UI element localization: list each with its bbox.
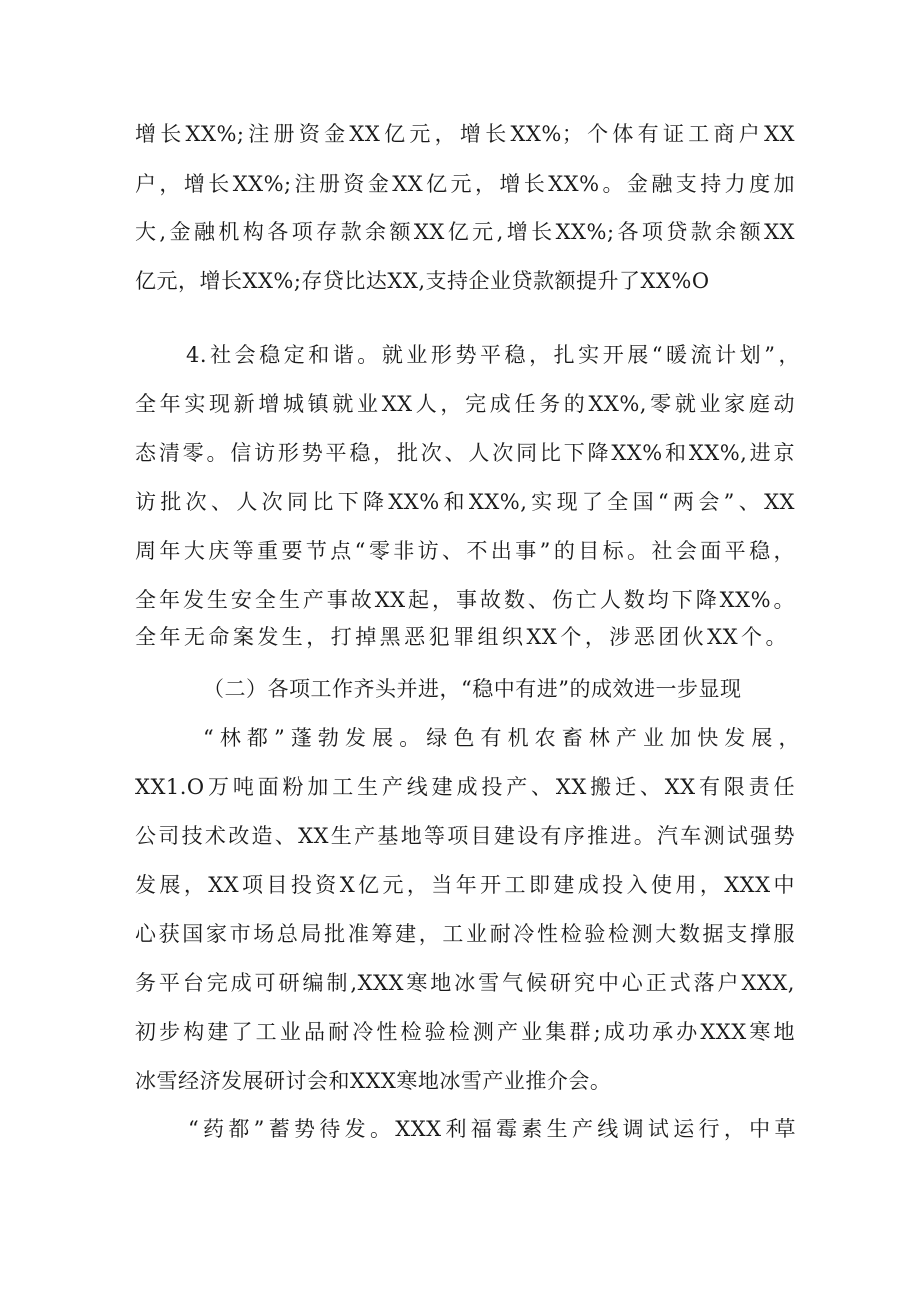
text-line: 心获国家市场总局批准筹建，工业耐冷性检验检测大数据支撑服 [135, 922, 795, 946]
text-line: 访批次、人次同比下降XX%和XX%,实现了全国“两会”、XX [135, 490, 795, 514]
text-line: 务平台完成可研编制,XXX寒地冰雪气候研究中心正式落户XXX, [135, 971, 795, 995]
section-heading-work-progress: （二）各项工作齐头并进，“稳中有进”的成效进一步显现 [203, 677, 742, 701]
paragraph-yao-du: “药都”蓄势待发。XXX利福霉素生产线调试运行，中草 [188, 1117, 796, 1141]
text-line: 增长XX%;注册资金XX亿元，增长XX%；个体有证工商户XX [135, 122, 795, 146]
text-line: 公司技术改造、XX生产基地等项目建设有序推进。汽车测试强势 [135, 824, 795, 848]
section-heading-social-stability: 4.社会稳定和谐。就业形势平稳，扎实开展“暖流计划”， [186, 343, 800, 367]
text-line: 大,金融机构各项存款余额XX亿元,增长XX%;各项贷款余额XX [135, 220, 795, 244]
text-line: 全年无命案发生，打掉黑恶犯罪组织XX个，涉恶团伙XX个。 [135, 625, 787, 649]
text-line: 发展，XX项目投资X亿元，当年开工即建成投入使用，XXX中 [135, 873, 795, 897]
text-line: 户，增长XX%;注册资金XX亿元，增长XX%。金融支持力度加 [135, 172, 795, 196]
text-line: 周年大庆等重要节点“零非访、不出事”的目标。社会面平稳， [135, 539, 795, 563]
text-line: 态清零。信访形势平稳，批次、人次同比下降XX%和XX%,进京 [135, 441, 795, 465]
paragraph-lin-du: “林都”蓬勃发展。绿色有机农畜林产业加快发展， [203, 726, 800, 750]
text-line: 初步构建了工业品耐冷性检验检测产业集群;成功承办XXX寒地 [135, 1020, 795, 1044]
text-line: XX1.O万吨面粉加工生产线建成投产、XX搬迁、XX有限责任 [135, 775, 795, 799]
text-line: 全年实现新增城镇就业XX人，完成任务的XX%,零就业家庭动 [135, 392, 795, 416]
text-line: 冰雪经济发展研讨会和XXX寒地冰雪产业推介会。 [135, 1069, 612, 1093]
text-line: 亿元，增长XX%;存贷比达XX,支持企业贷款额提升了XX%O [135, 269, 710, 293]
text-line: 全年发生安全生产事故XX起，事故数、伤亡人数均下降XX%。 [135, 588, 795, 612]
